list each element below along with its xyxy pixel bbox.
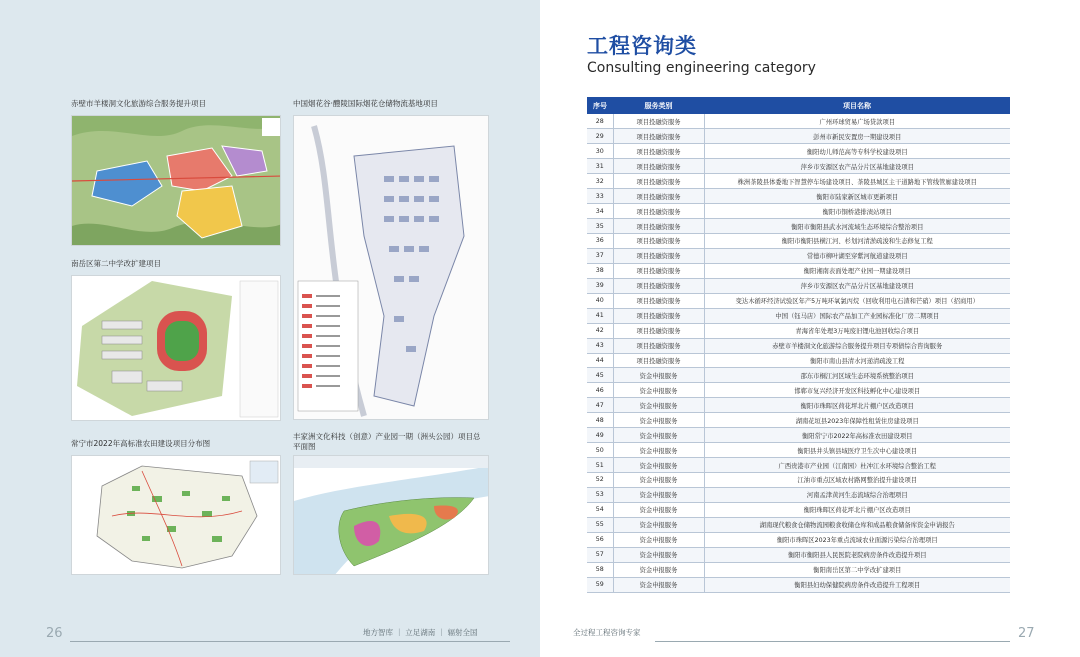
- left-footer-slogan: [363, 627, 478, 638]
- cell-index: 37: [587, 248, 613, 263]
- table-row: [587, 517, 1010, 532]
- caption-nanyue-school: 南岳区第二中学改扩建项目: [71, 259, 161, 268]
- cell-index: 28: [587, 114, 613, 129]
- cell-service-type: 资金申报服务: [613, 413, 704, 428]
- footer-slogan-part-2: 立足湖南: [405, 628, 436, 637]
- table-row: [587, 189, 1010, 204]
- cell-service-type: 项目投融资服务: [613, 263, 704, 278]
- cell-service-type: 资金申报服务: [613, 458, 704, 473]
- cell-service-type: 资金申报服务: [613, 473, 704, 488]
- table-row: [587, 368, 1010, 383]
- cell-service-type: 项目投融资服务: [613, 174, 704, 189]
- cell-index: 52: [587, 473, 613, 488]
- footer-separator-1: ｜: [395, 628, 403, 637]
- table-row: [587, 114, 1010, 129]
- cell-index: 29: [587, 129, 613, 144]
- cell-project-name: 衡阳南岳区第二中学改扩建项目: [704, 562, 1010, 577]
- cell-service-type: 资金申报服务: [613, 368, 704, 383]
- cell-index: 31: [587, 159, 613, 174]
- cell-project-name: 赤壁市羊楼洞文化旅游综合服务提升项目专项债综合咨询服务: [704, 338, 1010, 353]
- nanyue-school-plan-image: [71, 275, 281, 421]
- cell-service-type: 项目投融资服务: [613, 144, 704, 159]
- right-page-number: 27: [1018, 626, 1035, 641]
- cell-service-type: 资金申报服务: [613, 562, 704, 577]
- table-row: [587, 263, 1010, 278]
- cell-project-name: 衡阳市衡阳县武水河流域生态环境综合整治项目: [704, 219, 1010, 234]
- cell-service-type: 资金申报服务: [613, 443, 704, 458]
- cell-project-name: 邯郸市复兴经济开发区科技孵化中心建设项目: [704, 383, 1010, 398]
- cell-index: 41: [587, 308, 613, 323]
- cell-project-name: 常德市柳叶湖至穿紫河航道建设项目: [704, 248, 1010, 263]
- project-table-body: [587, 114, 1010, 592]
- table-row: [587, 174, 1010, 189]
- header-project-name: 项目名称: [704, 97, 1010, 114]
- cell-service-type: 项目投融资服务: [613, 278, 704, 293]
- cell-index: 32: [587, 174, 613, 189]
- header-index: 序号: [587, 97, 613, 114]
- cell-project-name: 湖南现代粮食仓储物流园粮食收储仓库和成品粮食储备库资金申请报告: [704, 517, 1010, 532]
- cell-service-type: 资金申报服务: [613, 517, 704, 532]
- left-footer-divider: [70, 641, 510, 642]
- table-row: [587, 487, 1010, 502]
- table-row: [587, 443, 1010, 458]
- cell-project-name: 衡阳市衡阳县横江河、杉划河清淤疏浚和生态修复工程: [704, 234, 1010, 249]
- master-plan-graphic: [294, 116, 489, 420]
- caption-liling-project: 中国烟花谷·醴陵国际烟花仓储物流基地项目: [293, 99, 438, 108]
- right-page: [540, 0, 1080, 657]
- cell-index: 38: [587, 263, 613, 278]
- table-row: [587, 293, 1010, 308]
- cell-index: 36: [587, 234, 613, 249]
- cell-project-name: 衡阳湘南表面处理产业园一期建设项目: [704, 263, 1010, 278]
- project-table: [587, 97, 1010, 593]
- table-row: [587, 129, 1010, 144]
- cell-service-type: 项目投融资服务: [613, 248, 704, 263]
- table-row: [587, 204, 1010, 219]
- cell-project-name: 衡阳市陆家新区城市更新项目: [704, 189, 1010, 204]
- cell-service-type: 项目投融资服务: [613, 219, 704, 234]
- cell-project-name: 广西贵港市产业园（江南园）杜冲江水环境综合整治工程: [704, 458, 1010, 473]
- table-row: [587, 502, 1010, 517]
- footer-separator-2: ｜: [437, 628, 446, 637]
- cell-project-name: 彭州市新民安置房一期建设项目: [704, 129, 1010, 144]
- table-row: [587, 248, 1010, 263]
- cell-service-type: 项目投融资服务: [613, 129, 704, 144]
- table-row: [587, 159, 1010, 174]
- cell-service-type: 资金申报服务: [613, 502, 704, 517]
- cell-service-type: 项目投融资服务: [613, 293, 704, 308]
- cell-service-type: 项目投融资服务: [613, 159, 704, 174]
- chibi-site-plan-image: [71, 115, 281, 246]
- header-service-type: 服务类别: [613, 97, 704, 114]
- table-row: [587, 532, 1010, 547]
- cell-index: 47: [587, 398, 613, 413]
- table-row: [587, 383, 1010, 398]
- table-row: [587, 278, 1010, 293]
- school-plan-graphic: [72, 276, 281, 421]
- cell-service-type: 资金申报服务: [613, 577, 704, 592]
- cell-index: 57: [587, 547, 613, 562]
- footer-slogan-part-3: 辐射全国: [447, 628, 478, 637]
- cell-index: 48: [587, 413, 613, 428]
- cell-index: 53: [587, 487, 613, 502]
- park-plan-graphic: [294, 456, 489, 575]
- cell-project-name: 萍乡市安源区农产品分片区基地建设项目: [704, 278, 1010, 293]
- cell-service-type: 项目投融资服务: [613, 114, 704, 129]
- cell-service-type: 资金申报服务: [613, 487, 704, 502]
- cell-project-name: 衡阳珠晖区荷花坪北片棚户区改造项目: [704, 502, 1010, 517]
- left-page-number: 26: [46, 626, 63, 641]
- cell-service-type: 项目投融资服务: [613, 353, 704, 368]
- table-header-row: [587, 97, 1010, 114]
- footer-slogan-part-1: 地方智库: [363, 628, 393, 637]
- fengjiazhou-park-plan-image: [293, 455, 489, 575]
- changning-farmland-map-image: [71, 455, 281, 575]
- cell-index: 58: [587, 562, 613, 577]
- cell-index: 34: [587, 204, 613, 219]
- cell-project-name: 湖南花垣县2023年保障性租赁住房建设项目: [704, 413, 1010, 428]
- cell-service-type: 资金申报服务: [613, 398, 704, 413]
- cell-project-name: 衡阳幼儿师范高等专科学校建设项目: [704, 144, 1010, 159]
- cell-index: 46: [587, 383, 613, 398]
- cell-service-type: 项目投融资服务: [613, 308, 704, 323]
- table-row: [587, 234, 1010, 249]
- table-row: [587, 323, 1010, 338]
- cell-index: 33: [587, 189, 613, 204]
- table-row: [587, 547, 1010, 562]
- table-row: [587, 144, 1010, 159]
- table-row: [587, 577, 1010, 592]
- page-title-cn: 工程咨询类: [587, 34, 697, 58]
- cell-project-name: 河南孟津黄河生态流域综合治理项目: [704, 487, 1010, 502]
- cell-project-name: 广州环球贸易广场贷款项目: [704, 114, 1010, 129]
- table-row: [587, 562, 1010, 577]
- table-row: [587, 398, 1010, 413]
- table-row: [587, 338, 1010, 353]
- cell-index: 40: [587, 293, 613, 308]
- cell-service-type: 项目投融资服务: [613, 323, 704, 338]
- cell-index: 44: [587, 353, 613, 368]
- cell-project-name: 衡阳市铜桥港排渍站项目: [704, 204, 1010, 219]
- cell-index: 50: [587, 443, 613, 458]
- cell-project-name: 江油市重点区域农村路网整治提升建设项目: [704, 473, 1010, 488]
- cell-service-type: 项目投融资服务: [613, 189, 704, 204]
- cell-index: 51: [587, 458, 613, 473]
- table-row: [587, 308, 1010, 323]
- cell-index: 42: [587, 323, 613, 338]
- cell-project-name: 衡阳市南山县清水河递清疏浚工程: [704, 353, 1010, 368]
- cell-project-name: 衡阳县井头镇县域医疗卫生次中心建设项目: [704, 443, 1010, 458]
- cell-project-name: 变达木循环经济试验区年产5万吨环氧氯丙烷（回收利用电石渣和芒硝）项目（招商用）: [704, 293, 1010, 308]
- cell-project-name: 衡阳市珠晖区2023年重点流域农业面源污染综合治理项目: [704, 532, 1010, 547]
- cell-index: 56: [587, 532, 613, 547]
- cell-index: 35: [587, 219, 613, 234]
- cell-index: 59: [587, 577, 613, 592]
- caption-chibi-project: 赤壁市羊楼洞文化旅游综合服务提升项目: [71, 99, 206, 108]
- cell-service-type: 资金申报服务: [613, 383, 704, 398]
- table-row: [587, 413, 1010, 428]
- cell-project-name: 衡阳县妇幼保健院病房条件改造提升工程项目: [704, 577, 1010, 592]
- cell-index: 43: [587, 338, 613, 353]
- right-footer-divider: [655, 641, 1010, 642]
- cell-index: 55: [587, 517, 613, 532]
- table-row: [587, 353, 1010, 368]
- cell-index: 39: [587, 278, 613, 293]
- farmland-map-graphic: [72, 456, 281, 575]
- cell-project-name: 株洲茶陵县体委地下智慧停车场建设项目、茶陵县城区主干道路地下管线管廊建设项目: [704, 174, 1010, 189]
- cell-service-type: 项目投融资服务: [613, 234, 704, 249]
- table-row: [587, 473, 1010, 488]
- cell-project-name: 中国（钰马店）国际农产品加工产业园标准化厂房二期项目: [704, 308, 1010, 323]
- cell-project-name: 萍乡市安源区农产品分片区基地建设项目: [704, 159, 1010, 174]
- cell-service-type: 资金申报服务: [613, 428, 704, 443]
- caption-changning-farmland: 常宁市2022年高标准农田建设项目分布图: [71, 439, 211, 448]
- cell-project-name: 衡阳市珠晖区荷花坪北片棚户区改造项目: [704, 398, 1010, 413]
- right-footer-text: 全过程工程咨询专家: [573, 628, 641, 637]
- cell-project-name: 青海省年处理3万吨废旧锂电池回收综合项目: [704, 323, 1010, 338]
- table-row: [587, 458, 1010, 473]
- table-row: [587, 219, 1010, 234]
- site-plan-map-graphic: [72, 116, 281, 246]
- caption-fengjiazhou-park: 丰家洲文化科技（创意）产业园一期（洲头公园）项目总平面图: [293, 432, 481, 451]
- cell-index: 30: [587, 144, 613, 159]
- page-title-en: Consulting engineering category: [587, 60, 816, 76]
- cell-project-name: 衡阳市衡阳县人民医院老院病房条件改造提升项目: [704, 547, 1010, 562]
- cell-service-type: 资金申报服务: [613, 532, 704, 547]
- cell-index: 45: [587, 368, 613, 383]
- cell-index: 54: [587, 502, 613, 517]
- cell-project-name: 邵东市桐江河区域生态环境系统整治项目: [704, 368, 1010, 383]
- cell-service-type: 项目投融资服务: [613, 338, 704, 353]
- cell-service-type: 项目投融资服务: [613, 204, 704, 219]
- liling-master-plan-image: [293, 115, 489, 420]
- cell-service-type: 资金申报服务: [613, 547, 704, 562]
- table-row: [587, 428, 1010, 443]
- cell-project-name: 衡阳常宁市2022年高标准农田建设项目: [704, 428, 1010, 443]
- cell-index: 49: [587, 428, 613, 443]
